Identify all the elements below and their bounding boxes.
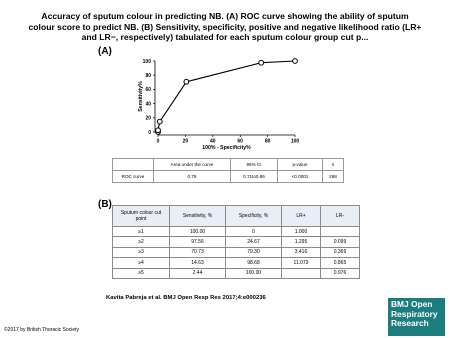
ratio-table-header-row: [113, 206, 360, 227]
journal-logo: [388, 298, 445, 336]
title-line-3: and LR−, respectively) tabulated for each sputum colour group cut p...: [81, 32, 369, 42]
ratio-cell: 1.295: [282, 237, 321, 247]
roc-chart: [138, 55, 308, 155]
likelihood-ratio-table: [112, 205, 360, 279]
x-tick-label: 20: [182, 138, 189, 145]
ratio-header-cell: Sputum colour cut point: [113, 206, 170, 227]
ratio-cell: 0.369: [321, 247, 360, 257]
ratio-cell: 14.63: [170, 258, 226, 268]
auc-header-cell: 95% CI: [231, 159, 278, 171]
y-tick-label: 100: [142, 58, 151, 65]
logo-line-1: BMJ Open: [391, 299, 433, 309]
ratio-cell: ≥3: [113, 247, 170, 257]
x-tick-label: 60: [237, 138, 243, 145]
ratio-cell: 0.976: [321, 268, 360, 278]
auc-header-cell: [113, 159, 154, 171]
ratio-cell: 11.073: [282, 258, 321, 268]
ratio-cell: [321, 227, 360, 237]
roc-point: [259, 60, 264, 65]
title-line-1: Accuracy of sputum colour in predicting NB. (A) ROC curve showing the ability of sputum: [41, 11, 409, 21]
ratio-cell: 3.416: [282, 247, 321, 257]
ratio-header-cell: LR+: [282, 206, 321, 227]
y-tick-label: 20: [145, 115, 151, 122]
copyright-notice: ©2017 by British Thoracic Society: [4, 327, 80, 333]
ratio-cell: 70.73: [170, 247, 226, 257]
panel-b-label: (B): [98, 199, 112, 210]
auc-cell: 268: [323, 171, 344, 183]
slide-title: [4, 11, 446, 43]
ratio-table-row: [113, 268, 360, 278]
ratio-table-row: [113, 247, 360, 257]
roc-point: [157, 119, 162, 124]
ratio-cell: 0.099: [321, 237, 360, 247]
y-tick-label: 60: [145, 87, 151, 94]
ratio-cell: 100.00: [226, 268, 282, 278]
ratio-table-row: [113, 227, 360, 237]
ratio-cell: ≥5: [113, 268, 170, 278]
auc-cell: 0.79: [154, 171, 231, 183]
ratio-header-cell: Sensitivity, %: [170, 206, 226, 227]
roc-point: [184, 79, 189, 84]
logo-line-2: Respiratory: [391, 308, 438, 319]
auc-table-row: [113, 171, 344, 183]
roc-curve-line: [158, 61, 295, 132]
x-tick-label: 80: [264, 138, 271, 145]
ratio-cell: 0.865: [321, 258, 360, 268]
ratio-header-cell: LR-: [321, 206, 360, 227]
y-axis-label: Sensitivity%: [138, 81, 144, 112]
ratio-cell: ≥4: [113, 258, 170, 268]
auc-table-header-row: [113, 159, 344, 171]
ratio-cell: 0: [226, 227, 282, 237]
ratio-cell: 97.56: [170, 237, 226, 247]
roc-point: [156, 128, 161, 133]
ratio-table-row: [113, 258, 360, 268]
auc-header-cell: Area under the curve: [154, 159, 231, 171]
ratio-cell: 79.30: [226, 247, 282, 257]
ratio-cell: 100.00: [170, 227, 226, 237]
ratio-header-cell: Specificity, %: [226, 206, 282, 227]
auc-header-cell: n: [323, 159, 344, 171]
y-axis-ticks: [143, 59, 155, 136]
panel-a-label: (A): [98, 46, 112, 57]
x-axis-label: 100% - Specificity%: [202, 145, 251, 151]
x-tick-label: 40: [210, 138, 216, 145]
y-tick-label: 0: [148, 129, 151, 136]
auc-cell: ROC curve: [113, 171, 154, 183]
logo-line-3: Research: [391, 318, 429, 329]
ratio-cell: 98.68: [226, 258, 282, 268]
y-tick-label: 80: [145, 73, 151, 79]
ratio-cell: ≥1: [113, 227, 170, 237]
auc-table: [112, 158, 344, 183]
x-axis-ticks: [157, 135, 300, 145]
ratio-cell: 1.000: [282, 227, 321, 237]
x-tick-label: 100: [290, 138, 300, 145]
ratio-cell: 2.44: [170, 268, 226, 278]
title-line-2: colour score to predict NB. (B) Sensitivity, specificity, positive and negative likelihood ratio (LR+: [28, 21, 422, 32]
ratio-table-row: [113, 237, 360, 247]
x-tick-label: 0: [156, 138, 160, 145]
y-tick-label: 40: [145, 101, 151, 108]
ratio-cell: [282, 268, 321, 278]
ratio-cell: ≥2: [113, 237, 170, 247]
citation: Kavita Pabreja et al. BMJ Open Resp Res 2017;4:e000236: [106, 295, 266, 301]
roc-point: [293, 59, 298, 64]
auc-cell: <0.0001: [278, 171, 323, 183]
ratio-cell: 24.67: [226, 237, 282, 247]
auc-cell: 0.71to0.86: [231, 171, 278, 183]
auc-header-cell: p-value: [278, 159, 323, 171]
